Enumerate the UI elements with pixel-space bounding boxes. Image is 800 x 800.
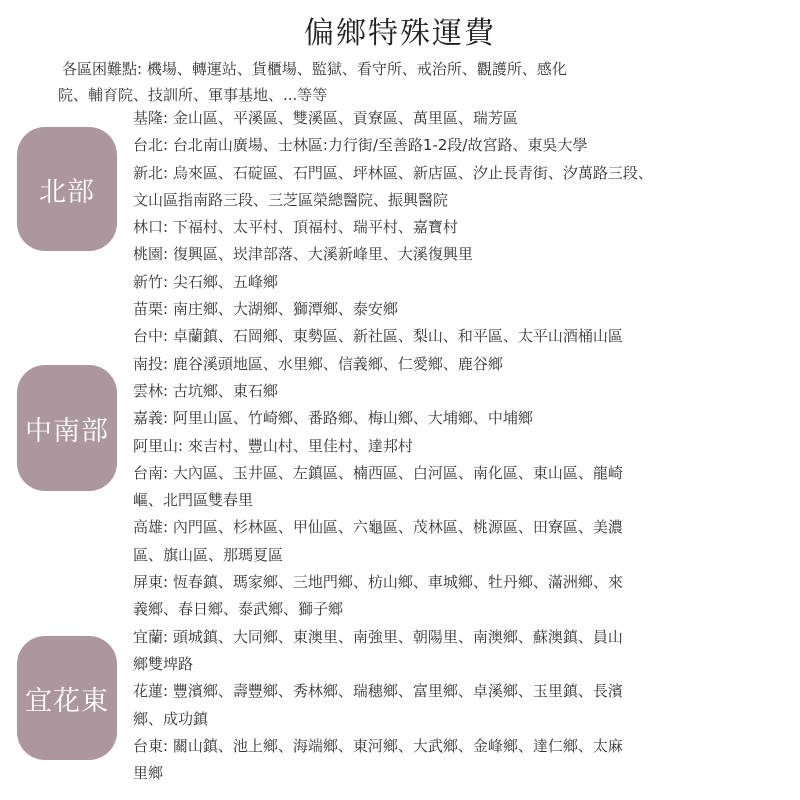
- list-item-keelung: 基隆: 金山區、平溪區、雙溪區、貢寮區、萬里區、瑞芳區: [133, 109, 518, 127]
- intro-paragraph: [58, 56, 722, 108]
- list-item-hualien-cont: 鄉、成功鎮: [133, 709, 209, 728]
- list-item-taitung-cont: 里鄉: [133, 764, 164, 783]
- list-item-yilan: 宜蘭: 頭城鎮、大同鄉、東澳里、南強里、朝陽里、南澳鄉、蘇澳鎮、員山: [133, 627, 623, 646]
- list-item-nantou: 南投: 鹿谷溪頭地區、水里鄉、信義鄉、仁愛鄉、鹿谷鄉: [133, 354, 503, 373]
- region-badge-north: 北部: [17, 127, 117, 251]
- list-item-alishan: 阿里山: 來吉村、豐山村、里佳村、達邦村: [133, 436, 413, 455]
- list-item-kaohsiung-cont: 區、旗山區、那瑪夏區: [133, 545, 284, 564]
- list-item-linkou: 林口: 下福村、太平村、頂福村、瑞平村、嘉寶村: [133, 218, 458, 237]
- list-item-pingtung-cont: 義鄉、春日鄉、泰武鄉、獅子鄉: [133, 600, 344, 619]
- list-item-yilan-cont: 鄉雙埤路: [133, 654, 194, 673]
- list-item-taipei: 台北: 台北南山廣場、士林區:力行街/至善路1-2段/故宮路、東吳大學: [133, 136, 588, 155]
- region-badge-east: 宜花東: [17, 636, 117, 760]
- list-item-kaohsiung: 高雄: 內門區、杉林區、甲仙區、六龜區、茂林區、桃源區、田寮區、美濃: [133, 518, 623, 537]
- list-item-taichung: 台中: 卓蘭鎮、石岡鄉、東勢區、新社區、梨山、和平區、太平山酒桶山區: [133, 327, 623, 346]
- list-item-yunlin: 雲林: 古坑鄉、東石鄉: [133, 381, 278, 400]
- page-title: 偏鄉特殊運費: [304, 16, 496, 51]
- list-item-taitung: 台東: 關山鎮、池上鄉、海端鄉、東河鄉、大武鄉、金峰鄉、達仁鄉、太麻: [133, 736, 623, 755]
- intro-line-1: 各區困難點: 機場、轉運站、貨櫃場、監獄、看守所、戒治所、觀護所、感化: [62, 60, 567, 78]
- list-item-taoyuan: 桃園: 復興區、崁津部落、大溪新峰里、大溪復興里: [133, 245, 473, 264]
- area-list: [133, 105, 793, 787]
- list-item-hsinchu: 新竹: 尖石鄉、五峰鄉: [133, 272, 278, 291]
- list-item-miaoli: 苗栗: 南庄鄉、大湖鄉、獅潭鄉、泰安鄉: [133, 300, 398, 319]
- list-item-new-taipei: 新北: 烏來區、石碇區、石門區、坪林區、新店區、汐止長青街、汐萬路三段、: [133, 163, 653, 182]
- list-item-tainan-cont: 嶇、北門區雙春里: [133, 491, 254, 510]
- list-item-hualien: 花蓮: 豐濱鄉、壽豐鄉、秀林鄉、瑞穗鄉、富里鄉、卓溪鄉、玉里鎮、長濱: [133, 682, 623, 701]
- list-item-pingtung: 屏東: 恆春鎮、瑪家鄉、三地門鄉、枋山鄉、車城鄉、牡丹鄉、滿洲鄉、來: [133, 573, 623, 592]
- intro-line-2: 院、輔育院、技訓所、軍事基地、...等等: [58, 86, 328, 104]
- region-badge-central: 中南部: [17, 365, 117, 491]
- list-item-tainan: 台南: 大內區、玉井區、左鎮區、楠西區、白河區、南化區、東山區、龍崎: [133, 463, 623, 482]
- list-item-new-taipei-cont: 文山區指南路三段、三芝區榮總醫院、振興醫院: [133, 190, 449, 209]
- list-item-chiayi: 嘉義: 阿里山區、竹崎鄉、番路鄉、梅山鄉、大埔鄉、中埔鄉: [133, 409, 533, 428]
